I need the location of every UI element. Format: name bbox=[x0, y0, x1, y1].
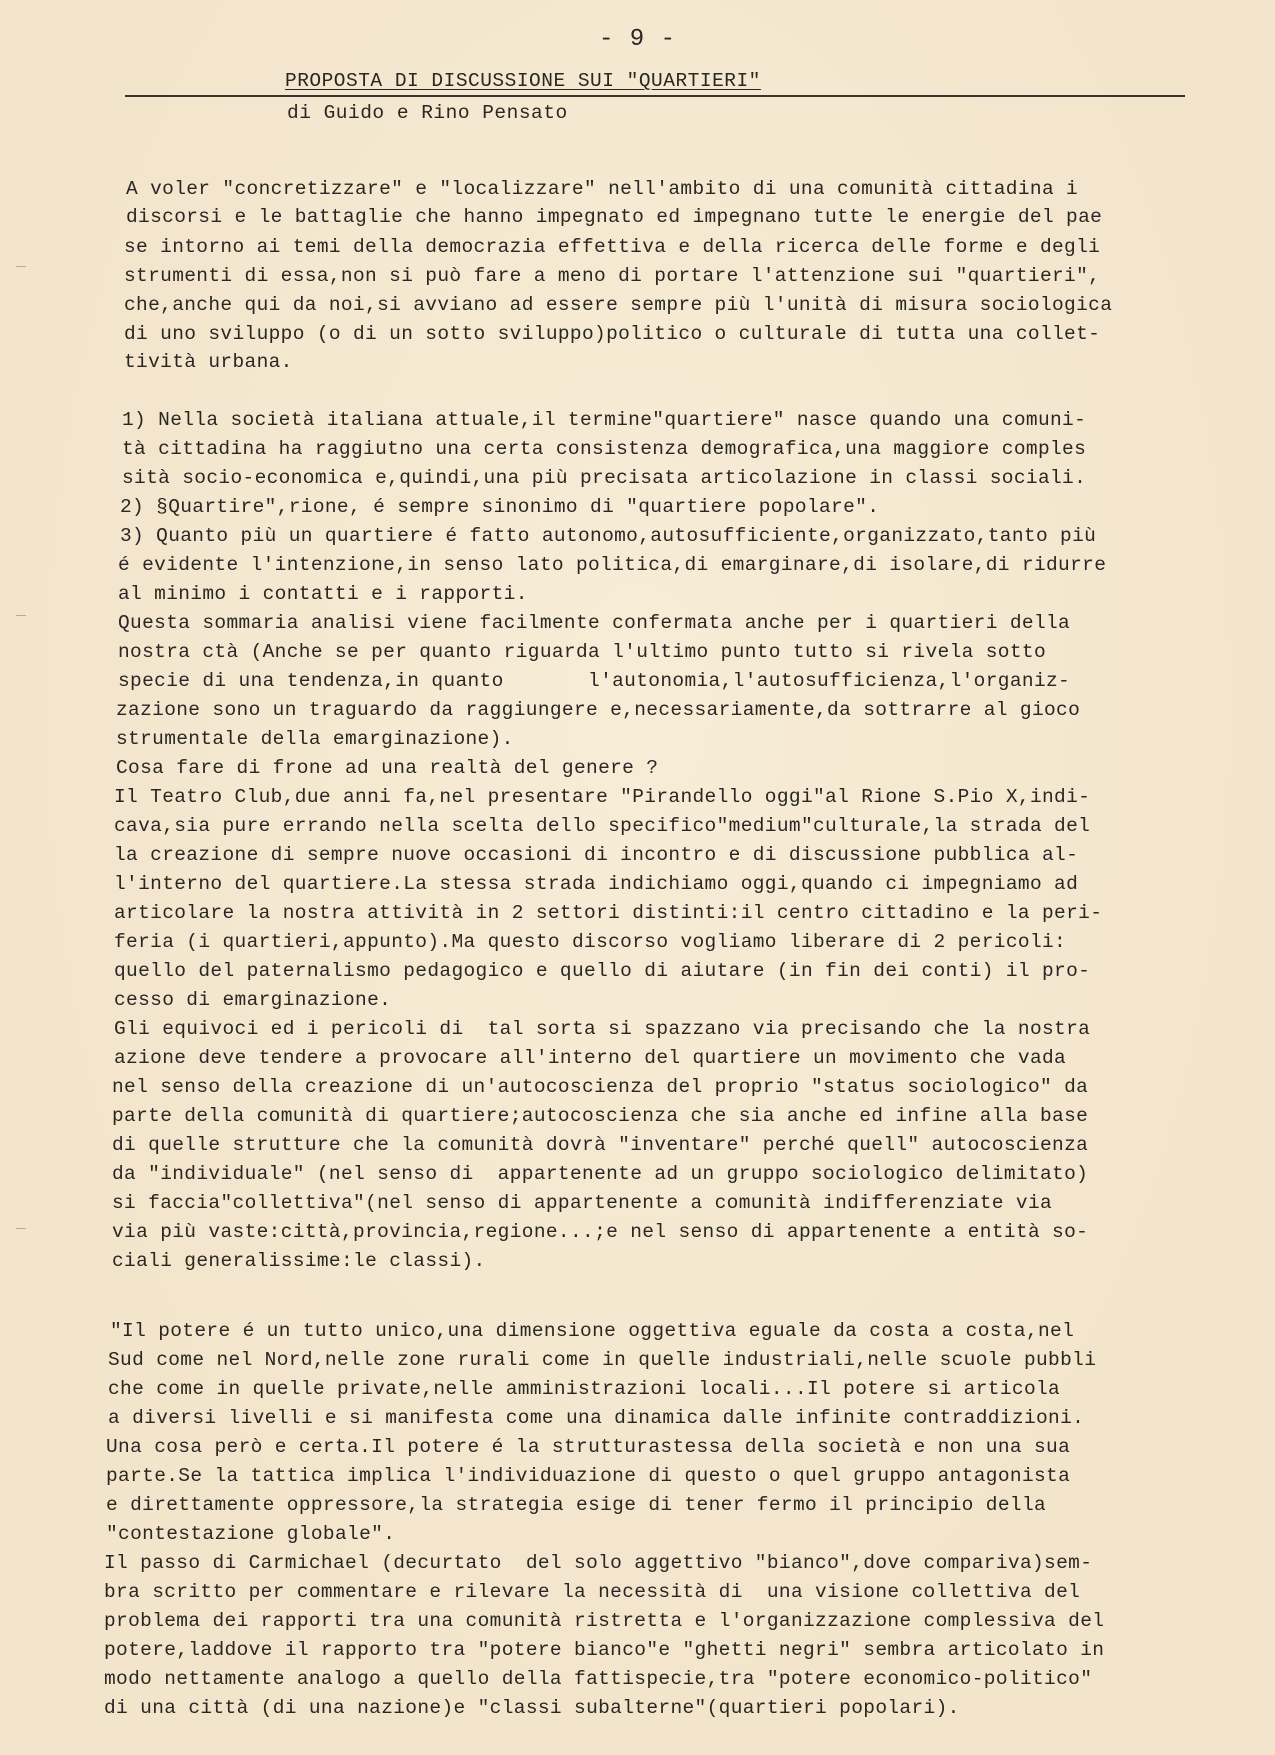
text-line: Questa sommaria analisi viene facilmente confermata anche per i quartieri della bbox=[118, 612, 1071, 634]
text-line: sità socio-economica e,quindi,una più precisata articolazione in classi sociali. bbox=[122, 467, 1087, 489]
text-line: Gli equivoci ed i pericoli di tal sorta si spazzano via precisando che la nostra bbox=[114, 1018, 1091, 1040]
document-authors: di Guido e Rino Pensato bbox=[287, 102, 568, 124]
text-line: di uno sviluppo (o di un sotto sviluppo)politico o culturale di tutta una collet- bbox=[124, 323, 1101, 345]
text-line: parte della comunità di quartiere;autocoscienza che sia anche ed infine alla base bbox=[112, 1105, 1089, 1127]
text-line: di una città (di una nazione)e "classi subalterne"(quartieri popolari). bbox=[104, 1697, 960, 1719]
text-line: che come in quelle private,nelle amministrazioni locali...Il potere si articola bbox=[108, 1378, 1061, 1400]
text-line: Sud come nel Nord,nelle zone rurali come in quelle industriali,nelle scuole pubbli bbox=[108, 1349, 1097, 1371]
text-line: nel senso della creazione di un'autocoscienza del proprio "status sociologico" da bbox=[112, 1076, 1089, 1098]
document-title: PROPOSTA DI DISCUSSIONE SUI "QUARTIERI" bbox=[285, 70, 761, 92]
text-line: zazione sono un traguardo da raggiungere e,necessariamente,da sottrarre al gioco bbox=[116, 699, 1081, 721]
text-line: di quelle strutture che la comunità dovrà "inventare" perché quell" autocoscienza bbox=[112, 1134, 1089, 1156]
text-line: modo nettamente analogo a quello della fattispecie,tra "potere economico-politico" bbox=[104, 1668, 1093, 1690]
text-line: 3) Quanto più un quartiere é fatto autonomo,autosufficiente,organizzato,tanto più bbox=[120, 525, 1097, 547]
text-line: parte.Se la tattica implica l'individuazione di questo o quel gruppo antagonista bbox=[106, 1465, 1071, 1487]
text-line: che,anche qui da noi,si avviano ad essere sempre più l'unità di misura sociologica bbox=[124, 294, 1113, 316]
text-line: se intorno ai temi della democrazia effettiva e della ricerca delle forme e degli bbox=[124, 236, 1101, 258]
text-line: ciali generalissime:le classi). bbox=[112, 1250, 486, 1272]
text-line: specie di una tendenza,in quanto l'autonomia,l'autosufficienza,l'organiz- bbox=[118, 670, 1071, 692]
text-line: tività urbana. bbox=[124, 351, 293, 373]
text-line: l'interno del quartiere.La stessa strada indichiamo oggi,quando ci impegniamo ad bbox=[114, 873, 1079, 895]
text-line: quello del paternalismo pedagogico e quello di aiutare (in fin dei conti) il pro- bbox=[114, 960, 1091, 982]
text-line: al minimo i contatti e i rapporti. bbox=[118, 583, 528, 605]
text-line: 2) §Quartire",rione, é sempre sinonimo di "quartiere popolare". bbox=[120, 496, 880, 518]
text-line: a diversi livelli e si manifesta come una dinamica dalle infinite contraddizioni. bbox=[108, 1407, 1085, 1429]
text-line: si faccia"collettiva"(nel senso di appartenente a comunità indifferenziate via bbox=[112, 1192, 1053, 1214]
text-line: via più vaste:città,provincia,regione...;e nel senso di appartenente a entità so- bbox=[112, 1221, 1089, 1243]
text-line: strumentale della emarginazione). bbox=[116, 728, 514, 750]
text-line: articolare la nostra attività in 2 settori distinti:il centro cittadino e la peri- bbox=[114, 902, 1103, 924]
text-line: é evidente l'intenzione,in senso lato politica,di emarginare,di isolare,di ridurre bbox=[118, 554, 1107, 576]
page-number: - 9 - bbox=[598, 26, 676, 53]
text-line: "Il potere é un tutto unico,una dimensione oggettiva eguale da costa a costa,nel bbox=[110, 1320, 1075, 1342]
text-line: la creazione di sempre nuove occasioni di incontro e di discussione pubblica al- bbox=[114, 844, 1079, 866]
text-line: Una cosa però e certa.Il potere é la strutturastessa della società e non una sua bbox=[106, 1436, 1071, 1458]
text-line: nostra ctà (Anche se per quanto riguarda l'ultimo punto tutto si rivela sotto bbox=[118, 641, 1046, 663]
text-line: Cosa fare di frone ad una realtà del genere ? bbox=[116, 757, 659, 779]
text-line: azione deve tendere a provocare all'interno del quartiere un movimento che vada bbox=[114, 1047, 1067, 1069]
text-line: da "individuale" (nel senso di appartenente ad un gruppo sociologico delimitato) bbox=[112, 1163, 1089, 1185]
text-line: bra scritto per commentare e rilevare la necessità di una visione collettiva del bbox=[104, 1581, 1081, 1603]
text-line: "contestazione globale". bbox=[106, 1523, 396, 1545]
text-line: e direttamente oppressore,la strategia esige di tener fermo il principio della bbox=[106, 1494, 1047, 1516]
text-line: Il passo di Carmichael (decurtato del solo aggettivo "bianco",dove compariva)sem- bbox=[104, 1552, 1093, 1574]
text-line: feria (i quartieri,appunto).Ma questo discorso vogliamo liberare di 2 pericoli: bbox=[114, 931, 1067, 953]
text-line: discorsi e le battaglie che hanno impegnato ed impegnano tutte le energie del pae bbox=[126, 206, 1103, 228]
text-line: 1) Nella società italiana attuale,il termine"quartiere" nasce quando una comuni- bbox=[122, 409, 1087, 431]
text-line: problema dei rapporti tra una comunità ristretta e l'organizzazione complessiva del bbox=[104, 1610, 1105, 1632]
text-line: cava,sia pure errando nella scelta dello specifico"medium"culturale,la strada del bbox=[114, 815, 1091, 837]
text-line: Il Teatro Club,due anni fa,nel presentare "Pirandello oggi"al Rione S.Pio X,indi- bbox=[114, 786, 1091, 808]
text-line: tà cittadina ha raggiutno una certa consistenza demografica,una maggiore comples bbox=[122, 438, 1087, 460]
text-line: strumenti di essa,non si può fare a meno di portare l'attenzione sui "quartieri", bbox=[124, 265, 1101, 287]
text-line: cesso di emarginazione. bbox=[114, 989, 392, 1011]
text-line: potere,laddove il rapporto tra "potere bianco"e "ghetti negri" sembra articolato in bbox=[104, 1639, 1105, 1661]
text-line: A voler "concretizzare" e "localizzare" nell'ambito di una comunità cittadina i bbox=[126, 178, 1079, 200]
